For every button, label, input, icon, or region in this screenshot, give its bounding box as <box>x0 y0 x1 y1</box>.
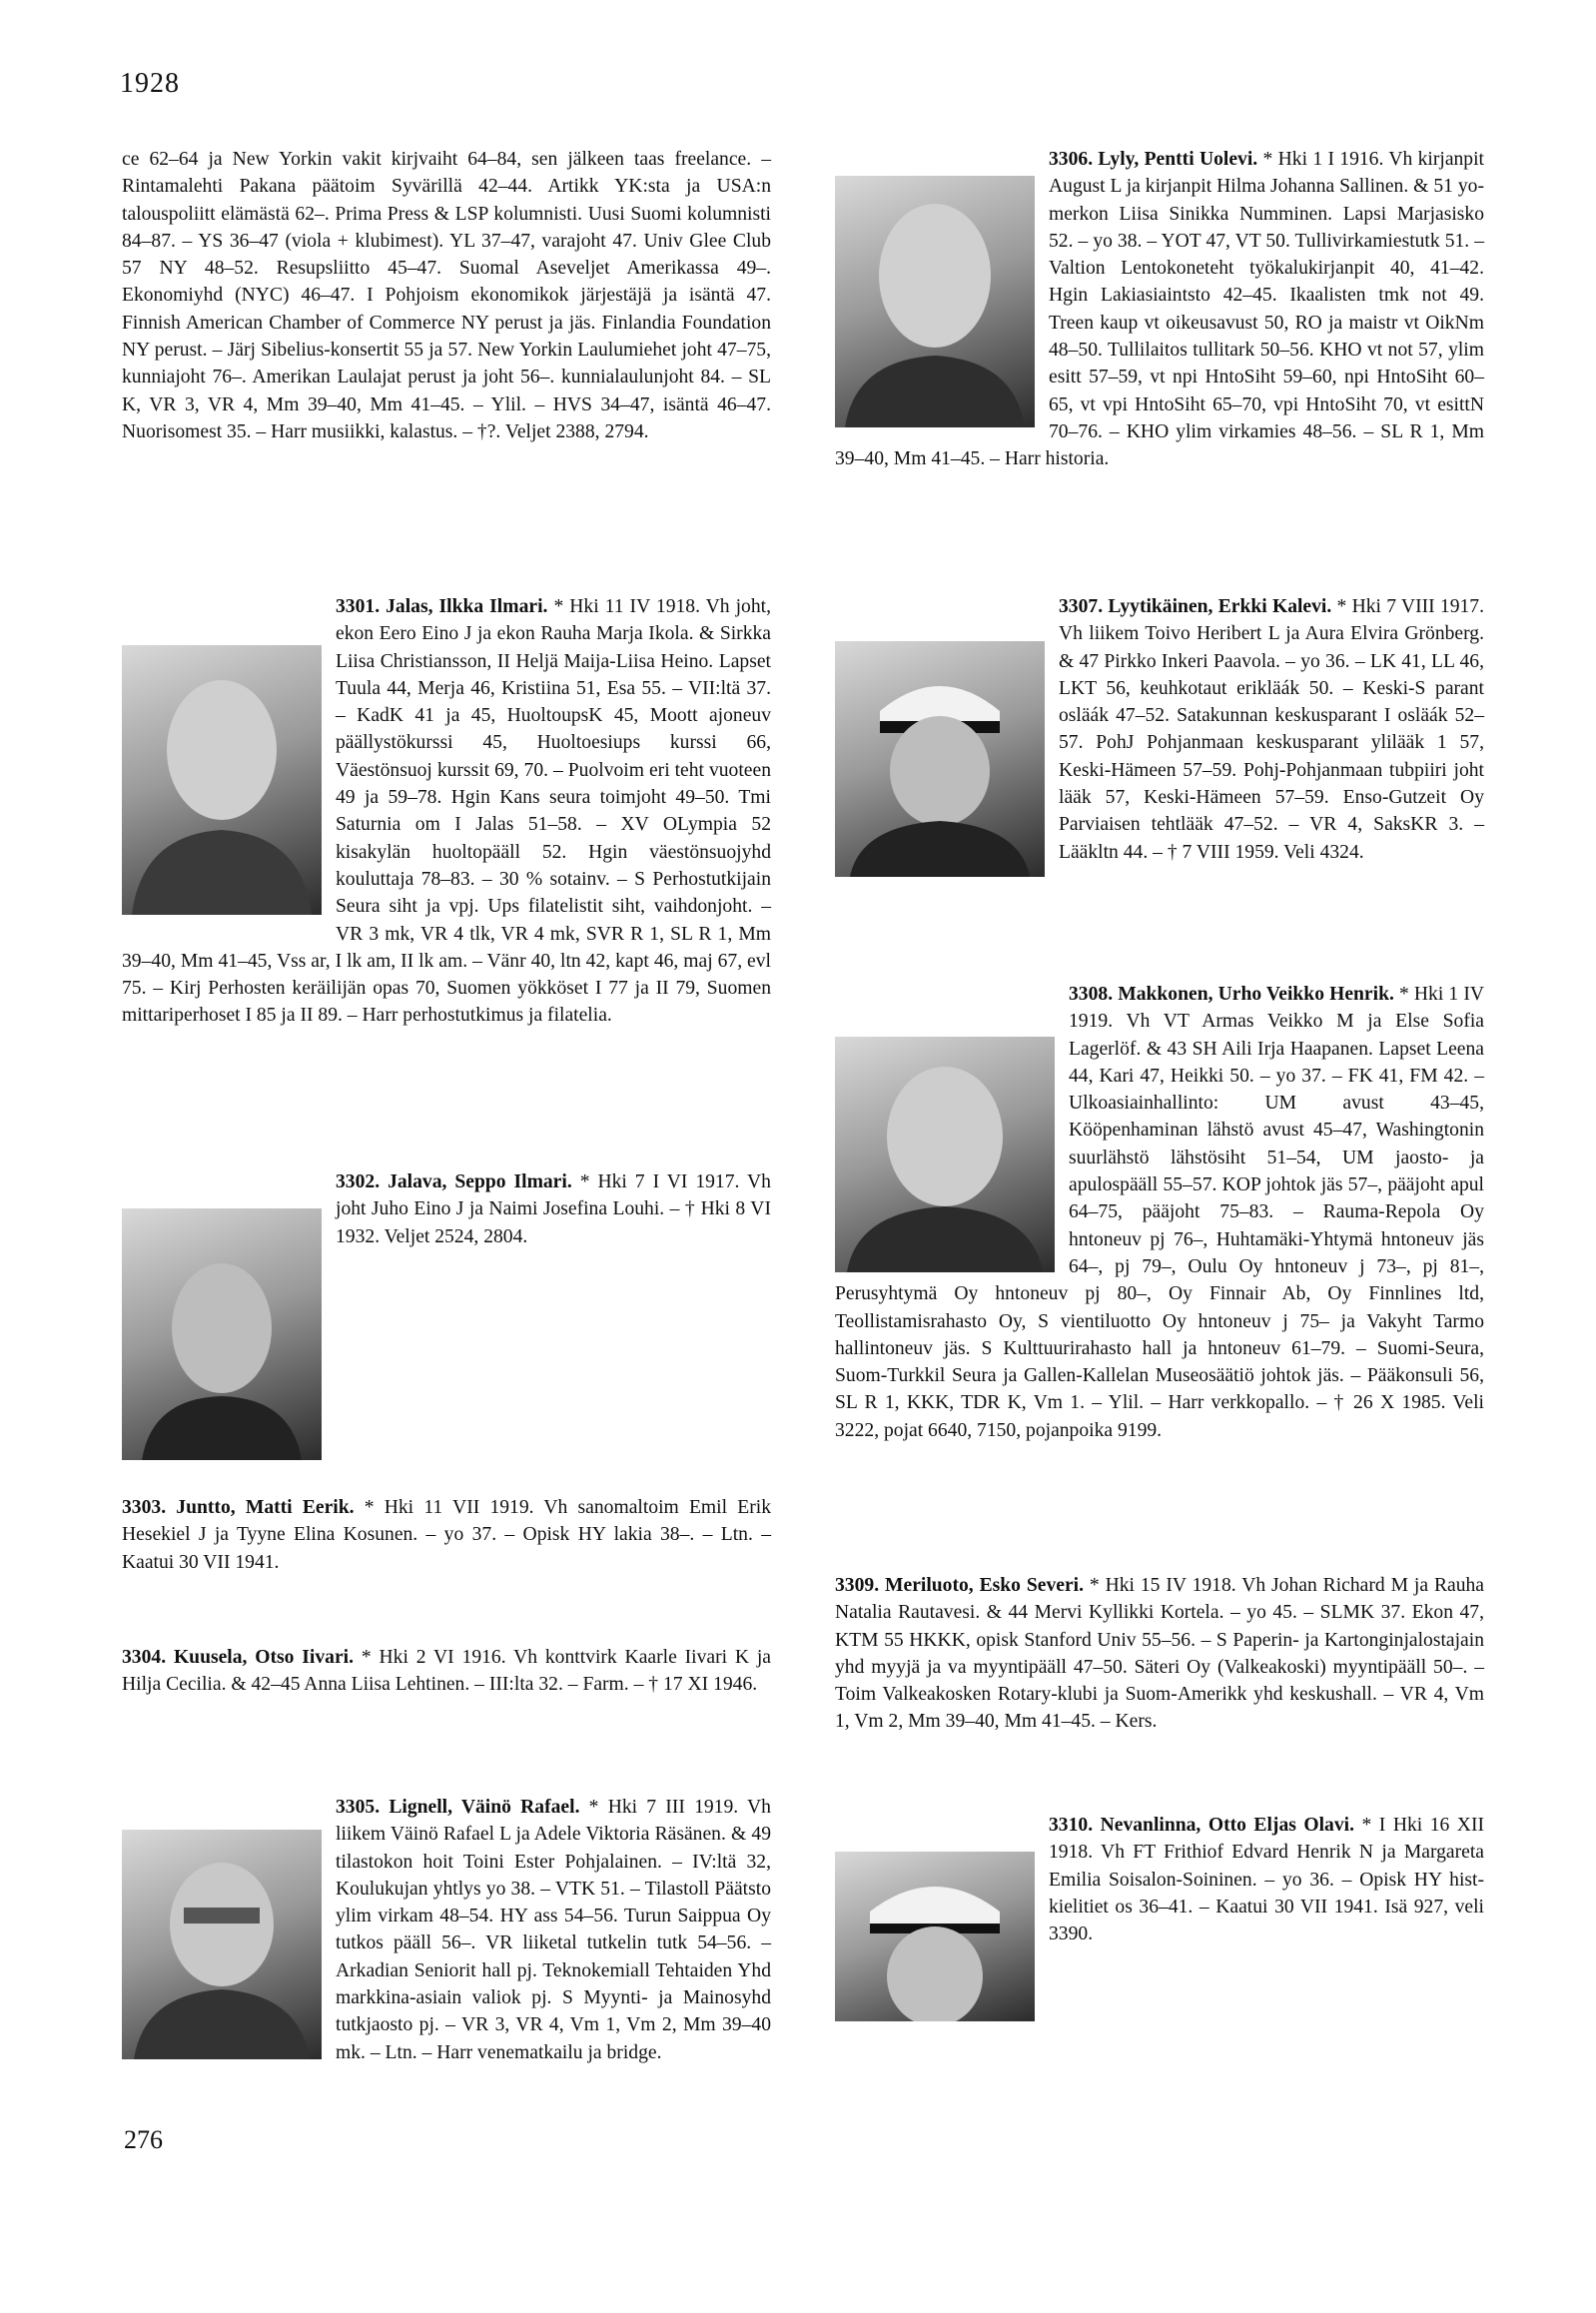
entry-name: Juntto, Matti Eerik. <box>176 1497 355 1518</box>
portrait-photo <box>835 641 1045 877</box>
portrait-photo <box>835 1852 1035 2021</box>
entry-name: Jalas, Ilkka Ilmari. <box>386 596 548 617</box>
entry-name: Jalava, Seppo Ilmari. <box>388 1171 572 1192</box>
portrait-photo <box>835 1037 1055 1272</box>
entry-name: Meriluoto, Esko Severi. <box>885 1575 1084 1596</box>
entry-number: 3308. <box>1069 984 1114 1005</box>
entry-number: 3306. <box>1049 149 1094 170</box>
entry-3301 <box>122 593 771 1030</box>
entry-name: Lignell, Väinö Rafael. <box>389 1797 580 1818</box>
entry-text: * Hki 7 III 1919. Vh liikem Väinö Rafael L ja Adele Viktoria Räsänen. & 49 tilastokon hoit Toini Ester Pohjalainen. – IV:ltä 32, Koulukujan yhtlys yo 38. – VTK 51. – Tilastoll Päätsto ylim virkam 48–54. HY ass 54–56. Turun Saippua Oy tutkos pääll 56–. VR liiketal tutkelin tutk 54–56. – Arkadian Seniorit hall pj. Teknokemiall Tehtaiden Yhd markkina-asiain valiok pj. S Myynti- ja Mainosyhd tutkjaosto pj. – VR 3, VR 4, Vm 1, Vm 2, Mm 39–40 mk. – Ltn. – Harr venematkailu ja bridge. <box>336 1797 771 2063</box>
entry-number: 3307. <box>1059 596 1104 617</box>
entry-number: 3309. <box>835 1575 880 1596</box>
entry-3307 <box>835 593 1484 883</box>
entry-number: 3301. <box>336 596 381 617</box>
entry-text: * Hki 1 IV 1919. Vh VT Armas Veikko M ja Else Sofia Lagerlöf. & 43 SH Aili Irja Haapanen. Lapset Leena 44, Kari 47, Heikki 50. – yo 37. – FK 41, FM 42. – Ulkoasiainhallinto: UM avust 43–45, Kööpenhaminan lähstö avust 45–47, Washingtonin suurlähstö lähstösiht 51–54, UM jaosto- ja apulospääll 55–57. KOP johtok jäs 57–, pääjoht apul 64–75, pääjoht 75–83. – Rauma-Repola Oy hntoneuv pj 76–, Huhtamäki-Yhtymä hntoneuv jäs 64–, pj 79–, Oulu Oy hntoneuv j 73–, pj 81–, Perusyhtymä Oy hntoneuv pj 80–, Oy Finnair Ab, Oy Finnlines ltd, Teollistamisrahasto Oy, S vientiluotto Oy hntoneuv j 75– ja Vakyht Tarmo hallintoneuv jäs. S Kulttuurirahasto hall ja hntoneuv 61–79. – Suomi-Seura, Suom-Turkkil Seura ja Gallen-Kallelan Museosäätiö johtok jäs. – Pääkonsuli 56, SL R 1, KKK, TDR K, Vm 1. – Ylil. – Harr verkkopallo. – † 26 X 1985. Veli 3222, pojat 6640, 7150, pojanpoika 9199. <box>835 984 1484 1441</box>
entry-name: Lyly, Pentti Uolevi. <box>1098 149 1258 170</box>
entry-name: Kuusela, Otso Iivari. <box>173 1647 355 1668</box>
entry-number: 3302. <box>336 1171 381 1192</box>
entry-text: * Hki 11 IV 1918. Vh joht, ekon Eero Eino J ja ekon Rauha Marja Ikola. & Sirkka Liisa Christiansson, II Heljä Maija-Liisa Heino. Lapset Tuula 44, Merja 46, Kristiina 51, Esa 55. – VII:ltä 37. – KadK 41 ja 45, HuoltoupsK 45, Moott ajoneuv päällystökurssi 45, Huoltoesiups kurssi 66, Väestönsuoj kurssit 69, 70. – Puolvoim eri teht vuoteen 49 ja 59–78. Hgin Kans seura toimjoht 49–50. Tmi Saturnia om I Jalas 51–58. – XV OLympia 52 kisakylän huoltopääll 52. Hgin väestönsuojyhd kouluttaja 78–83. – 30 % sotainv. – S Perhostutkijain Seura siht ja vpj. Ups filatelistit siht, vaihdonjoht. – VR 3 mk, VR 4 tlk, VR 4 mk, SVR R 1, SL R 1, Mm 39–40, Mm 41–45, Vss ar, I lk am, II lk am. – Vänr 40, ltn 42, kapt 46, maj 67, evl 75. – Kirj Perhosten keräilijän opas 70, Suomen yökköset I 77 ja II 79, Suomen mittariperhoset I 85 ja II 89. – Harr perhostutkimus ja filatelia. <box>122 596 771 1027</box>
entry-name: Nevanlinna, Otto Eljas Olavi. <box>1100 1815 1354 1836</box>
entry-name: Lyytikäinen, Erkki Kalevi. <box>1108 596 1332 617</box>
entry-text: * Hki 7 VIII 1917. Vh liikem Toivo Heribert L ja Aura Elvira Grönberg. & 47 Pirkko Inkeri Paavola. – yo 36. – LK 41, LL 46, LKT 56, keuhkotaut erikläák 50. – Keski-S parant osläák 47–52. Satakunnan keskusparant I osläák 52–57. PohJ Pohjanmaan keskusparant ylilääk 1 57, Keski-Hämeen 57–59. Pohj-Pohjanmaan tubpiiri joht lääk 57, Keski-Hämeen 57–59. Enso-Gutzeit Oy Parviaisen tehtlääk 47–52. – VR 4, SaksKR 3. – Lääkltn 44. – † 7 VIII 1959. Veli 4324. <box>1059 596 1485 863</box>
page-year-header: 1928 <box>120 68 180 99</box>
entry-text: * Hki 7 I VI 1917. Vh joht Juho Eino J ja Naimi Josefina Louhi. – † Hki 8 VI 1932. Veljet 2524, 2804. <box>336 1171 771 1247</box>
continuation-entry <box>122 146 771 445</box>
portrait-photo <box>122 1830 322 2059</box>
portrait-photo <box>835 176 1035 427</box>
entry-name: Makkonen, Urho Veikko Henrik. <box>1118 984 1394 1005</box>
entry-number: 3304. <box>122 1647 167 1668</box>
portrait-photo <box>122 1208 322 1460</box>
entry-3308 <box>835 981 1484 1444</box>
page-number: 276 <box>124 2125 163 2154</box>
entry-3309 <box>835 1572 1484 1736</box>
portrait-photo <box>122 645 322 915</box>
entry-3303 <box>122 1494 771 1576</box>
entry-3305 <box>122 1794 771 2066</box>
entry-number: 3305. <box>336 1797 381 1818</box>
entry-3304 <box>122 1644 771 1699</box>
entry-number: 3303. <box>122 1497 167 1518</box>
continuation-text: ce 62–64 ja New Yorkin vakit kirjvaiht 64–84, sen jälkeen taas freelance. – Rintamalehti Pakana päätoim Syvärillä 42–44. Artikk YK:sta ja USA:n talouspoliitt elämästä 62–. Prima Press & LSP kolumnisti. Uusi Suomi kolumnisti 84–87. – YS 36–47 (viola + klubimest). YL 37–47, varajoht 47. Univ Glee Club 57 NY 48–52. Resupsliitto 45–47. Suomal Aseveljet Amerikassa 49–. Ekonomiyhd (NYC) 46–47. I Pohjoism ekonomikok järjestäjä ja isäntä 47. Finnish American Chamber of Commerce NY perust ja jäs. Finlandia Foundation NY perust. – Järj Sibelius-konsertit 55 ja 57. New Yorkin Laulumiehet joht 47–75, kunniajoht 76–. Amerikan Laulajat perust ja joht 56–. kunnialaulunjoht 84. – SL K, VR 3, VR 4, Mm 39–40, Mm 41–45. – Ylil. – HVS 34–47, isäntä 46–47. Nuorisomest 35. – Harr musiikki, kalastus. – †?. Veljet 2388, 2794. <box>122 149 771 442</box>
entry-3306 <box>835 146 1484 473</box>
entry-text: * Hki 1 I 1916. Vh kirjanpit August L ja kirjanpit Hilma Johanna Sallinen. & 51 yo-merkon Liisa Sinikka Numminen. Lapsi Marjasisko 52. – yo 38. – YOT 47, VT 50. Tullivirkamiestutk 51. – Valtion Lentokoneteht työkalukirjanpit 40, 41–42. Hgin Lakiasiaintsto 42–45. Ikaalisten tmk not 49. Treen kaup vt oikeusavust 50, RO ja maistr vt OikNm 48–50. Tullilaitos tullitark 50–56. KHO vt not 57, ylim esitt 57–59, vt npi HntoSiht 59–60, npi HntoSiht 60–65, vt vpi HntoSiht 65–70, vpi HntoSiht 70, vt esittN 70–76. – KHO ylim virkamies 48–56. – SL R 1, Mm 39–40, Mm 41–45. – Harr historia. <box>835 149 1484 470</box>
entry-3302 <box>122 1168 771 1466</box>
entry-text: * Hki 15 IV 1918. Vh Johan Richard M ja Rauha Natalia Rautavesi. & 44 Mervi Kyllikki Kortela. – yo 45. – SLMK 37. Ekon 47, KTM 55 HKKK, opisk Stanford Univ 55–56. – S Paperin- ja Kartonginjalostajain yhd myyjä ja va myyntipääll 47–50. Säteri Oy (Valkeakoski) myyntipääll 50–. – Toim Valkeakosken Rotary-klubi ja Suom-Amerikk yhd keskushall. – VR 4, Vm 1, Vm 2, Mm 39–40, Mm 41–45. – Kers. <box>835 1575 1484 1733</box>
entry-number: 3310. <box>1049 1815 1094 1836</box>
entry-text: * Hki 2 VI 1916. Vh konttvirk Kaarle Iivari K ja Hilja Cecilia. & 42–45 Anna Liisa Lehtinen. – III:lta 32. – Farm. – † 17 XI 1946. <box>122 1647 772 1696</box>
entry-text: * Hki 11 VII 1919. Vh sanomaltoim Emil Erik Hesekiel J ja Tyyne Elina Kosunen. – yo 37. – Opisk HY lakia 38–. – Ltn. – Kaatui 30 VII 1941. <box>122 1497 771 1573</box>
entry-3310 <box>835 1812 1484 2027</box>
entry-text: * I Hki 16 XII 1918. Vh FT Frithiof Edvard Henrik N ja Margareta Emilia Soisalon-Soininen. – yo 36. – Opisk HY hist-kielitiet os 36–41. – Kaatui 30 VII 1941. Isä 927, veli 3390. <box>1049 1815 1485 1945</box>
